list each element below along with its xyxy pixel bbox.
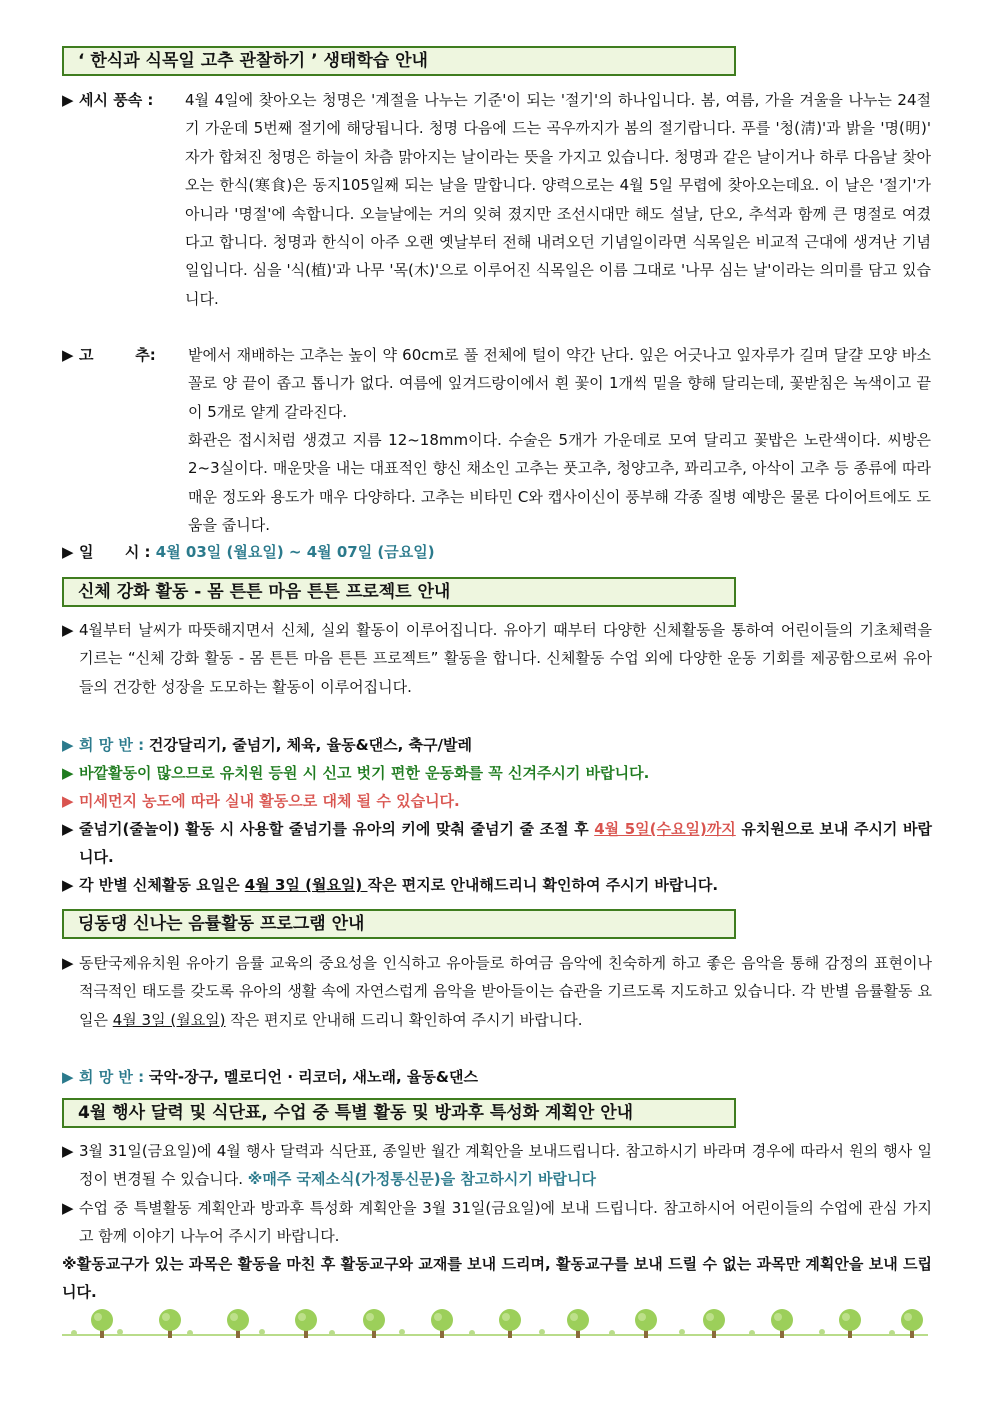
pepper-text-2: 화관은 접시처럼 생겼고 지름 12~18mm이다. 수술은 5개가 가운데로 모여 달리고 꽃밥은 노란색이다. 씨방은 2~3실이다. 매운맛을 내는 대표적인 향신 채소인 고추는 풋고추, 청양고추, 꽈리고추, 아삭이 고추 등 종류에 따라 매운 정도와 용도가 매우 다양하다. 고추는 비타민 C와 캡사이신이 풍부해 각종 질병 예방은 물론 다이어트에도 도움을 줍니다. (188, 431, 931, 535)
triangle-bullet-icon: ▶ (62, 954, 74, 972)
music-intro-date: 4월 3일 (월요일) (112, 1010, 226, 1029)
hope-value: 건강달리기, 줄넘기, 체육, 율동&댄스, 축구/발레 (148, 736, 472, 754)
section-title-ecology: ‘ 한식과 식목일 고추 관찰하기 ’ 생태학습 안내 (62, 46, 736, 76)
triangle-bullet-icon: ▶ (62, 736, 74, 754)
date-value: 4월 03일 (월요일) ~ 4월 07일 (금요일) (155, 543, 435, 561)
date-row (62, 538, 932, 566)
section-title-physical: 신체 강화 활동 - 몸 튼튼 마음 튼튼 프로젝트 안내 (62, 577, 736, 607)
notice-red-row (62, 787, 932, 815)
hope-label: 희 망 반 : (79, 736, 145, 754)
calendar-note: ※매주 국제소식(가정통신문)을 참고하시기 바랍니다 (247, 1170, 597, 1189)
physical-intro: 4월부터 날씨가 따뜻해지면서 신체, 실외 활동이 이루어집니다. 유아기 때부터 다양한 신체활동을 통하여 어린이들의 기초체력을 기르는 “신체 강화 활동 - 몸 튼튼 마음 튼튼 프로젝트” 활동을 합니다. 신체활동 수업 외에 다양한 운동 기회를 제공함으로써 유아들의 건강한 성장을 도모하는 활동이 이루어집니다. (79, 621, 932, 696)
pepper-label: 고 추: (79, 346, 156, 364)
triangle-bullet-icon: ▶ (62, 621, 74, 639)
triangle-bullet-icon: ▶ (62, 1199, 74, 1217)
music-intro-post: 작은 편지로 안내해 드리니 확인하여 주시기 바랍니다. (225, 1010, 583, 1029)
triangle-bullet-icon: ▶ (62, 1142, 74, 1160)
notice-dust: 미세먼지 농도에 따라 실내 활동으로 대체 될 수 있습니다. (79, 792, 460, 810)
customs-label: 세시 풍속 : (79, 91, 154, 109)
physical-hope-row (62, 731, 932, 759)
class-date: 4월 3일 (월요일) (244, 876, 368, 894)
triangle-bullet-icon: ▶ (62, 876, 74, 894)
music-intro (79, 949, 932, 1034)
notice-green-row (62, 759, 932, 787)
plan-text: 수업 중 특별활동 계획안과 방과후 특성화 계획안을 3월 31일(금요일)에 보내 드립니다. 참고하시어 어린이들의 수업에 관심 가지고 함께 이야기 나누어 주시기 바랍니다. (79, 1199, 932, 1246)
music-hope-row (62, 1063, 932, 1091)
triangle-bullet-icon: ▶ (62, 543, 74, 561)
class-post: 작은 편지로 안내해드리니 확인하여 주시기 바랍니다. (367, 876, 719, 894)
class-pre: 각 반별 신체활동 요일은 (79, 876, 245, 894)
rope-notice (79, 815, 932, 872)
triangle-bullet-icon: ▶ (62, 792, 74, 810)
pepper-text-1: 밭에서 재배하는 고추는 높이 약 60cm로 풀 전체에 털이 약간 난다. 잎은 어긋나고 잎자루가 길며 달걀 모양 바소꼴로 양 끝이 좁고 톱니가 없다. 여름에 잎겨드랑이에서 흰 꽃이 1개씩 밑을 향해 달리는데, 꽃받침은 녹색이고 끝이 5개로 얕게 갈라진다. (188, 346, 931, 421)
music-intro-pre: 동탄국제유치원 유아기 음률 교육의 중요성을 인식하고 유아들로 하여금 음악에 친숙하게 하고 좋은 음악을 통해 감정의 표현이나 적극적인 태도를 갖도록 유아의 생활 속에 자연스럽게 음악을 받아들이는 습관을 기르도록 지도하고 있습니다. 각 반별 음률활동 요일은 (79, 954, 932, 1029)
class-day-row (62, 871, 932, 899)
triangle-bullet-icon: ▶ (62, 764, 74, 782)
triangle-bullet-icon: ▶ (62, 820, 74, 838)
music-hope-value: 국악-장구, 멜로디언 · 리코더, 새노래, 율동&댄스 (148, 1068, 478, 1086)
customs-text: 4월 4일에 찾아오는 청명은 '계절을 나누는 기준'이 되는 '절기'의 하나입니다. 봄, 여름, 가을 겨울을 나누는 24절기 가운데 5번째 절기에 해당됩니다. 청명 다음에 드는 곡우까지가 봄의 절기랍니다. 푸를 '청(淸)'과 밝을 '명(明)' 자가 합쳐진 청명은 하늘이 차츰 맑아지는 날이라는 뜻을 가지고 있습니다. 청명과 같은 날이거나 하루 다음날 찾아오는 한식(寒食)은 동지105일째 되는 날을 말합니다. 양력으로는 4월 5일 무렵에 찾아오는데요. 이 날은 '절기'가 아니라 '명절'에 속합니다. 오늘날에는 거의 잊혀 졌지만 조선시대만 해도 설날, 단오, 추석과 함께 큰 명절로 여겼다고 합니다. 청명과 한식이 아주 오랜 옛날부터 전해 내려오던 기념일이라면 식목일은 비교적 근대에 생겨난 기념일입니다. 심을 '식(植)'과 나무 '목(木)'으로 이루어진 식목일은 이름 그대로 '나무 심는 날'이라는 의미를 담고 있습니다. (185, 91, 931, 308)
rope-date: 4월 5일(수요일)까지 (594, 820, 736, 838)
section-title-music: 딩동댕 신나는 음률활동 프로그램 안내 (62, 909, 736, 939)
rope-pre: 줄넘기(줄놀이) 활동 시 사용할 줄넘기를 유아의 키에 맞춰 줄넘기 줄 조절 후 (79, 820, 595, 838)
date-label: 일 시 : (79, 543, 156, 561)
calendar-pre: 3월 31일(금요일)에 4월 행사 달력과 식단표, 종일반 월간 계획안을 보내드립니다. 참고하시기 바라며 경우에 따라서 원의 행사 일정이 변경될 수 있습니다. (79, 1142, 932, 1189)
section-title-calendar: 4월 행사 달력 및 식단표, 수업 중 특별 활동 및 방과후 특성화 계획안 안내 (62, 1098, 736, 1128)
triangle-bullet-icon: ▶ (62, 346, 74, 364)
tree-border-icon (62, 1306, 928, 1342)
triangle-bullet-icon: ▶ (62, 1068, 74, 1086)
calendar-text (79, 1137, 932, 1194)
notice-shoes: 바깥활동이 많으므로 유치원 등원 시 신고 벗기 편한 운동화를 꼭 신겨주시기 바랍니다. (79, 764, 650, 782)
music-hope-label: 희 망 반 : (79, 1068, 145, 1086)
materials-note: ※활동교구가 있는 과목은 활동을 마친 후 활동교구와 교재를 보내 드리며, 활동교구를 보내 드릴 수 없는 과목만 계획안을 보내 드립니다. (62, 1255, 932, 1302)
triangle-bullet-icon: ▶ (62, 91, 74, 109)
rope-post: 유치원으로 보내 주시기 바랍니다. (79, 820, 932, 867)
